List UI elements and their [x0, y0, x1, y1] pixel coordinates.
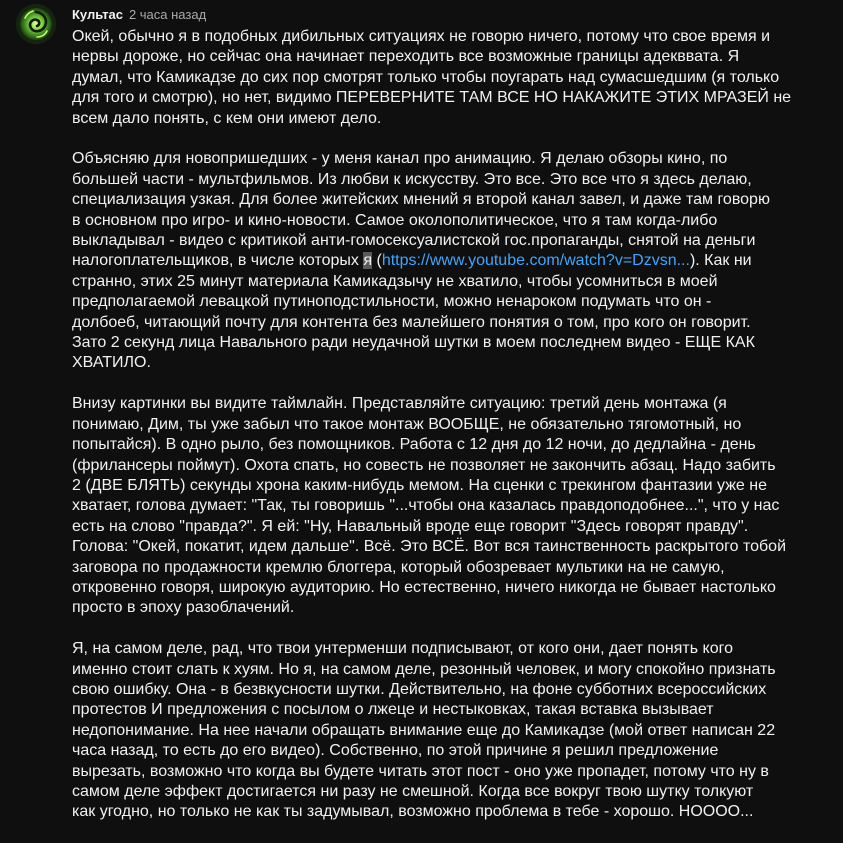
- selected-text-highlight: я: [363, 252, 373, 270]
- text-line: Внизу картинки вы видите таймлайн. Представляйте ситуацию: третий день монтажа (я: [72, 395, 727, 413]
- comment-paragraph-1: [72, 27, 792, 129]
- comment-timestamp[interactable]: 2 часа назад: [128, 7, 207, 22]
- text-line-with-link: [72, 251, 792, 271]
- text-line: 2 (ДВЕ БЛЯТЬ) секунды хрона каким-нибудь мемом. На сценки с трекингом фантазии уже не: [72, 476, 767, 494]
- green-swirl-emblem-icon: [16, 4, 56, 44]
- text-line: протестов И предложения с посылом о лжеце и нестыковках, такая вставка вызывает: [72, 701, 714, 719]
- text-line: свою ошибку. Она - в безвкусности шутки. Действительно, на фоне субботних всероссийских: [72, 680, 767, 698]
- text-segment: (: [372, 252, 382, 270]
- text-line: предполагаемой левацкой путиноподстильности, можно ненароком подумать что он -: [72, 293, 712, 311]
- text-line: всем дало понять, с кем они имеют дело.: [72, 109, 382, 127]
- text-line: долбоеб, читающий почту для контента без малейшего понятия о том, про кого он говорит.: [72, 313, 751, 331]
- text-line: хватает, голова думает: "Так, ты говоришь "...чтобы она казалась правдоподобнее...", что у нас: [72, 497, 780, 515]
- author-name[interactable]: Культас: [72, 7, 123, 22]
- text-line: нервы дороже, но сейчас она начинает переходить все возможные границы адекввата. Я: [72, 48, 740, 66]
- text-line: Зато 2 секунд лица Навального ради неудачной шутки в моем последнем видео - ЕЩЕ КАК: [72, 334, 755, 352]
- text-line: Голова: "Окей, покатит, идем дальше". Всё. Это ВСЁ. Вот вся таинственность раскрытого тобой: [72, 538, 786, 556]
- text-line: ХВАТИЛО.: [72, 354, 151, 372]
- author-avatar[interactable]: [16, 4, 56, 44]
- comment-paragraph-4: [72, 639, 792, 823]
- text-line: большей части - мультфильмов. Из любви к искусству. Это все. Это все что я здесь делаю,: [72, 170, 752, 188]
- text-line: выкладывал - видео с критикой анти-гомосексуалистской гос.пропаганды, снятой на деньги: [72, 232, 756, 250]
- text-line: просто в эпоху разоблачений.: [72, 599, 295, 617]
- comment-header: [72, 7, 206, 25]
- text-line: как угодно, но только не как ты задумывал, возможно проблема в тебе - хорошо. НОООО...: [72, 803, 754, 821]
- text-line: в основном про игро- и кино-новости. Самое околополитическое, что я там когда-либо: [72, 211, 718, 229]
- text-segment: налогоплательщиков, в числе которых: [72, 252, 364, 270]
- text-line: самом деле эффект достигается ни разу не смешной. Когда все вокруг твою шутку толкуют: [72, 782, 754, 800]
- text-line: откровенно говоря, широкую аудиторию. Но естественно, ничего никогда не бывает настолько: [72, 578, 776, 596]
- text-line: часа назад, то есть до его видео). Собственно, по этой причине я решил предложение: [72, 742, 719, 760]
- text-line: понимаю, Дим, ты уже забыл что такое монтаж ВООБЩЕ, не обязательно тягомотный, но: [72, 415, 742, 433]
- text-line: для того и смотрю), но нет, видимо ПЕРЕВЕРНИТЕ ТАМ ВСЕ НО НАКАЖИТЕ ЭТИХ МРАЗЕЙ не: [72, 89, 792, 107]
- text-line: Я, на самом деле, рад, что твои унтерменши подписывают, от кого они, дает понять кого: [72, 640, 733, 658]
- text-line: Объясняю для новопришедших - у меня канал про анимацию. Я делаю обзоры кино, по: [72, 150, 728, 168]
- comment-text: [72, 27, 792, 843]
- text-segment: ). Как ни: [689, 252, 752, 270]
- text-line: (фрилансеры поймут). Охота спать, но совесть не позволяет не закончить абзац. Надо забить: [72, 456, 776, 474]
- text-line: заговора по продажности кремлю блоггера, который обозревает мультики на не самую,: [72, 558, 725, 576]
- text-line: недопонимание. На нее начали обращать внимание еще до Камикадзе (мой ответ написан 22: [72, 721, 776, 739]
- text-line: вырезать, возможно что когда вы будете читать этот пост - оно уже пропадет, потому что ну в: [72, 762, 769, 780]
- text-line: Окей, обычно я в подобных дибильных ситуациях не говорю ничего, потому что свое время и: [72, 28, 771, 45]
- text-line: специализация узкая. Для более житейских мнений я второй канал завел, и даже там говорю: [72, 191, 770, 209]
- comment-paragraph-3: [72, 394, 792, 618]
- youtube-link[interactable]: https://www.youtube.com/watch?v=Dzvsn...: [381, 252, 690, 270]
- text-line: именно стоит слать к хуям. Но я, на самом деле, резонный человек, и могу спокойно признать: [72, 660, 776, 678]
- text-line: попытайся). В одно рыло, без помощников. Работа с 12 дня до 12 ночи, до дедлайна - день: [72, 436, 756, 454]
- text-line: странно, этих 25 минут материала Камикадзычу не хватило, чтобы усомниться в моей: [72, 272, 718, 290]
- text-line: думал, что Камикадзе до сих пор смотрят только чтобы поугарать над сумасшедшим (я только: [72, 68, 780, 86]
- comment-paragraph-2: [72, 149, 792, 373]
- text-line: есть на слово "правда?". Я ей: "Ну, Навальный вроде еще говорит "Здесь говорят правду".: [72, 517, 749, 535]
